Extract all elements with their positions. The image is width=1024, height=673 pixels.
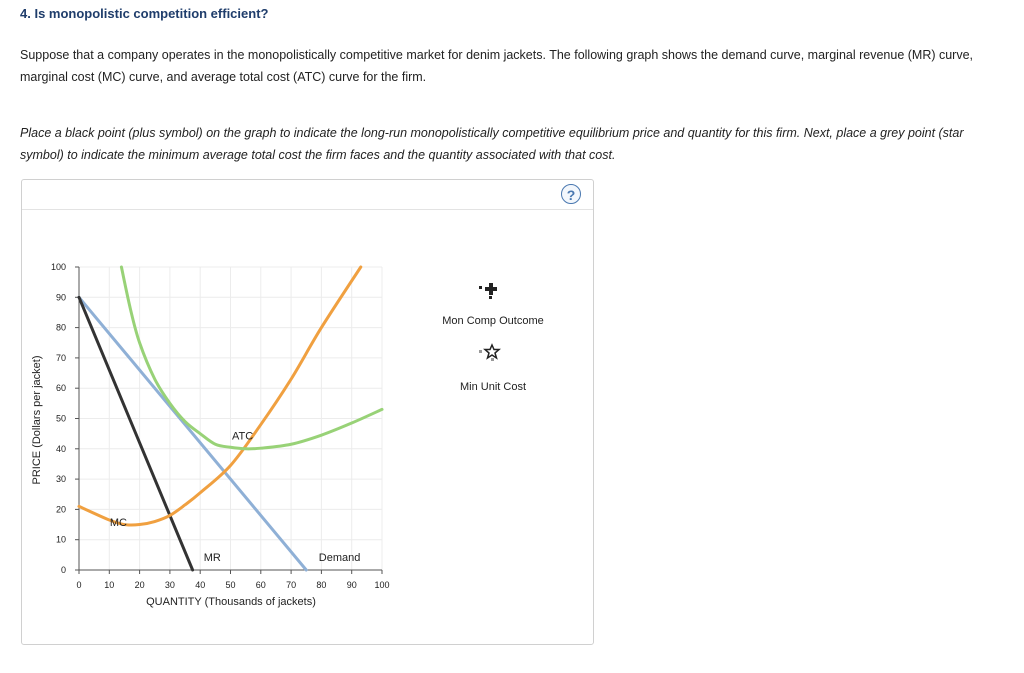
curve-mr (79, 297, 193, 570)
x-tick-label: 30 (164, 580, 175, 590)
y-tick-label: 10 (55, 534, 66, 545)
x-axis-label: QUANTITY (Thousands of jackets) (146, 596, 316, 608)
y-tick-label: 20 (55, 504, 66, 515)
y-tick-label: 30 (55, 474, 66, 485)
palette-label-min-unit-cost: Min Unit Cost (459, 381, 527, 393)
x-tick-label: 50 (225, 580, 236, 590)
question-instructions: Place a black point (plus symbol) on the graph to indicate the long-run monopolistically competitive equilibrium price and quantity for this firm. Next, place a grey point (star symbol) to indicate the minimum average total cost the firm faces and the quantity associated with that cost. (20, 126, 964, 162)
y-axis-label: PRICE (Dollars per jacket) (31, 355, 43, 485)
x-tick-label: 100 (374, 580, 390, 590)
x-tick-label: 80 (316, 580, 327, 590)
palette-item-mon-comp-outcome[interactable] (442, 283, 543, 327)
question-title: 4. Is monopolistic competition efficient? (20, 6, 269, 21)
x-tick-label: 20 (134, 580, 145, 590)
star-icon[interactable] (479, 345, 499, 361)
x-tick-label: 90 (346, 580, 357, 590)
help-icon: ? (566, 187, 576, 203)
y-tick-label: 50 (55, 413, 66, 424)
axes (51, 262, 390, 590)
curve-labels (110, 431, 361, 564)
x-tick-label: 40 (195, 580, 206, 590)
curve-label-demand: Demand (318, 551, 361, 564)
y-tick-label: 70 (55, 352, 66, 363)
x-tick-label: 70 (286, 580, 297, 590)
y-tick-label: 80 (55, 322, 66, 333)
x-tick-label: 0 (76, 580, 82, 590)
curve-label-atc: ATC (232, 430, 254, 443)
curve-label-mr: MR (203, 551, 221, 564)
x-tick-label: 10 (104, 580, 115, 590)
plus-icon[interactable] (479, 283, 497, 299)
y-tick-label: 60 (55, 383, 66, 394)
palette-label-mon-comp-outcome: Mon Comp Outcome (442, 315, 544, 327)
y-tick-label: 100 (50, 262, 66, 272)
question-intro: Suppose that a company operates in the monopolistically competitive market for denim jackets. The following graph shows the demand curve, marginal revenue (MR) curve, marginal cost (MC) curve, and average total cost (ATC) curve for the firm. (20, 48, 974, 84)
x-tick-label: 60 (255, 580, 266, 590)
curve-demand (79, 297, 306, 570)
y-tick-label: 90 (55, 292, 66, 303)
y-tick-label: 0 (60, 565, 66, 575)
y-tick-label: 40 (55, 443, 66, 454)
curve-label-mc: MC (109, 517, 127, 530)
palette-item-min-unit-cost[interactable] (460, 345, 526, 393)
